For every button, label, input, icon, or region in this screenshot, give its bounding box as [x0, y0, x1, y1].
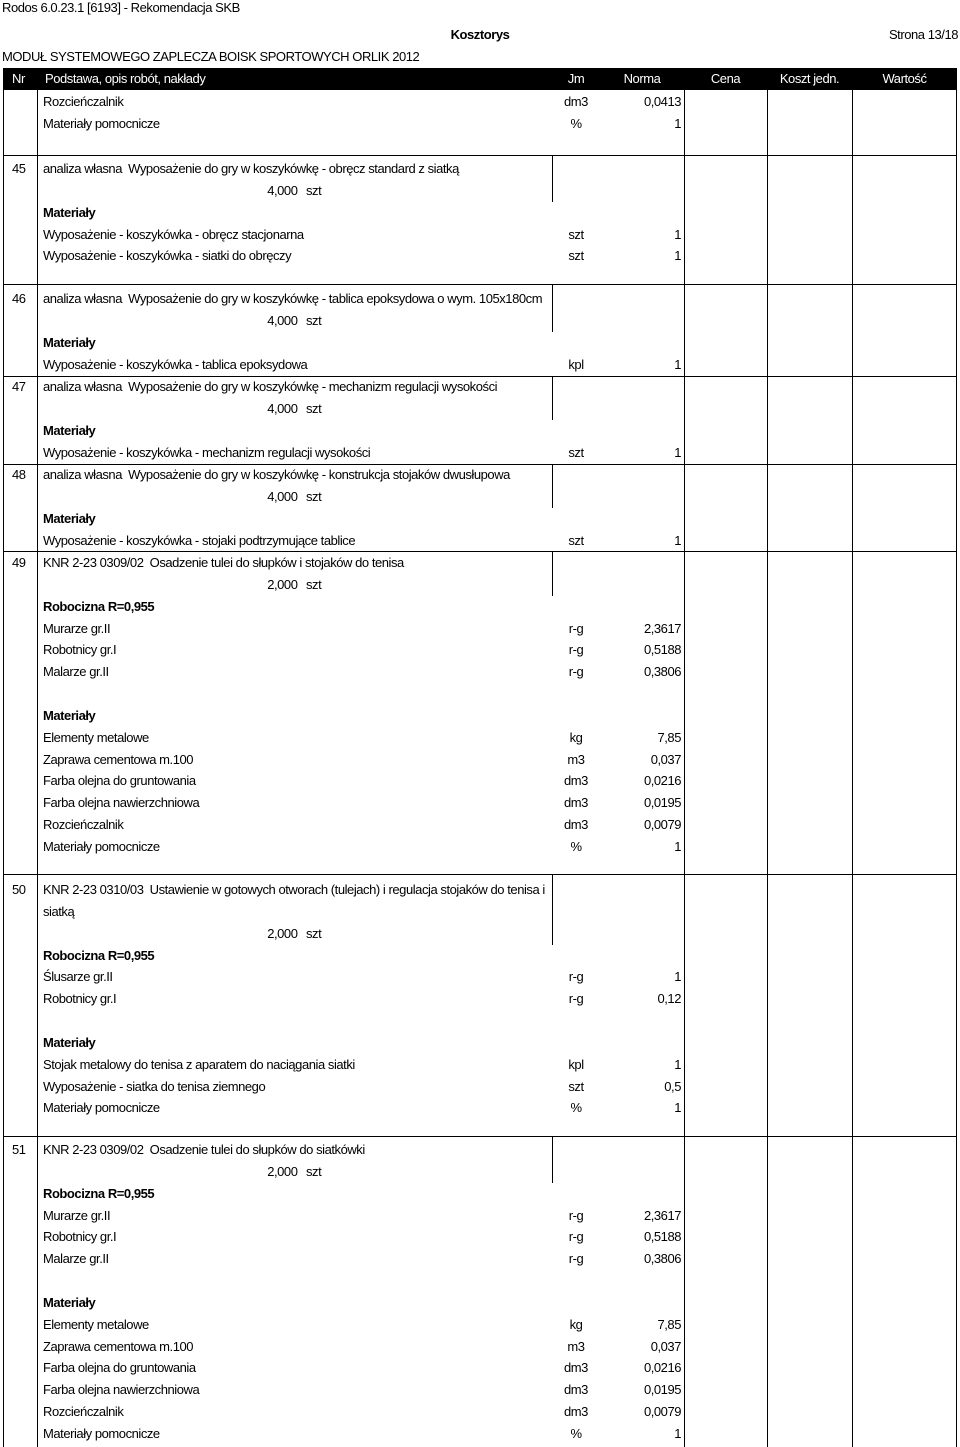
- resource-name: Farba olejna do gruntowania: [43, 1360, 196, 1376]
- resource-unit: dm3: [564, 773, 588, 789]
- resource-row: [0, 1379, 960, 1401]
- item-basis: analiza własna: [43, 161, 122, 176]
- item-description-row: [0, 1139, 960, 1161]
- resource-norm: 1: [674, 969, 681, 985]
- app-title: Rodos 6.0.23.1 [6193] - Rekomendacja SKB: [2, 0, 240, 15]
- item-description-row: [0, 376, 960, 398]
- resource-row: [0, 1054, 960, 1076]
- resource-unit: dm3: [564, 1360, 588, 1376]
- item-body: [0, 464, 960, 551]
- resource-norm: 1: [674, 356, 681, 372]
- resource-group-title: [0, 1183, 960, 1205]
- resource-norm: 1: [674, 1100, 681, 1116]
- resource-name: Wyposażenie - koszykówka - mechanizm regulacji wysokości: [43, 444, 371, 460]
- resource-group: [0, 705, 960, 858]
- resource-norm: 1: [674, 115, 681, 131]
- item-description: [43, 464, 550, 486]
- cost-item: [0, 464, 960, 551]
- resource-row: [0, 661, 960, 683]
- resource-unit: kpl: [568, 1056, 584, 1072]
- item-quantity-row: [0, 180, 960, 202]
- item-header: [0, 288, 960, 332]
- resource-group-title: [0, 945, 960, 967]
- resource-name: Elementy metalowe: [43, 1316, 149, 1332]
- item-quantity: 4,000: [267, 182, 298, 198]
- resource-norm: 0,5188: [643, 642, 681, 658]
- resource-unit: r-g: [568, 664, 584, 680]
- page-number: Strona 13/18: [888, 27, 958, 42]
- item-quantity: 2,000: [267, 576, 298, 592]
- item-quantity: 2,000: [267, 1163, 298, 1179]
- item-body: [0, 874, 960, 1119]
- continued-rows: [0, 90, 960, 135]
- column-header-description: Podstawa, opis robót, nakłady: [45, 71, 206, 86]
- resource-row: [0, 1357, 960, 1379]
- resource-group-title: [0, 705, 960, 727]
- resource-group: [0, 1183, 960, 1270]
- resource-name: Robotnicy gr.I: [43, 1229, 117, 1245]
- item-basis: KNR 2-23 0310/03: [43, 882, 144, 897]
- resource-row: [0, 1205, 960, 1227]
- resource-group: [0, 202, 960, 268]
- item-number: 48: [12, 467, 26, 482]
- resource-norm: 0,037: [650, 1338, 681, 1354]
- item-basis: analiza własna: [43, 467, 122, 482]
- cost-item: [0, 155, 960, 284]
- table-header: [3, 68, 957, 90]
- resource-name: Wyposażenie - koszykówka - stojaki podtrzymujące tablice: [43, 532, 356, 548]
- item-description-row: [0, 879, 960, 923]
- resource-name: Robotnicy gr.I: [43, 991, 117, 1007]
- resource-norm: 0,0079: [643, 817, 681, 833]
- resource-unit: r-g: [568, 1207, 584, 1223]
- resource-row: [0, 966, 960, 988]
- resource-group: [0, 1032, 960, 1119]
- item-quantity: 2,000: [267, 925, 298, 941]
- item-basis: KNR 2-23 0309/02: [43, 1142, 144, 1157]
- resource-row: [0, 1314, 960, 1336]
- item-quantity-row: [0, 574, 960, 596]
- resource-row: [0, 113, 960, 135]
- resource-group: [0, 332, 960, 376]
- resource-row: [0, 727, 960, 749]
- item-quantity-row: [0, 310, 960, 332]
- item-basis: analiza własna: [43, 291, 122, 306]
- resource-group-label: Materiały: [43, 204, 96, 220]
- cost-item: [0, 551, 960, 874]
- resource-group-title: [0, 332, 960, 354]
- item-header: [0, 552, 960, 596]
- item-description-text: Wyposażenie do gry w koszykówkę - mechanizm regulacji wysokości: [128, 379, 498, 394]
- resource-unit: r-g: [568, 1251, 584, 1267]
- resource-norm: 2,3617: [643, 620, 681, 636]
- resource-row: [0, 618, 960, 640]
- resource-name: Farba olejna nawierzchniowa: [43, 1382, 200, 1398]
- resource-unit: r-g: [568, 969, 584, 985]
- item-description-text: Osadzenie tulei do słupków i stojaków do tenisa: [149, 555, 404, 570]
- resource-group-title: [0, 202, 960, 224]
- item-number: 49: [12, 555, 26, 570]
- resource-unit: szt: [568, 1078, 584, 1094]
- item-body: [0, 551, 960, 858]
- resource-norm: 0,3806: [643, 664, 681, 680]
- resource-unit: kg: [569, 729, 583, 745]
- resource-row: [0, 1097, 960, 1119]
- resource-norm: 7,85: [657, 729, 681, 745]
- item-description-text: Wyposażenie do gry w koszykówkę - obręcz standard z siatką: [128, 161, 459, 176]
- item-quantity-unit: szt: [306, 182, 322, 198]
- item-description-text: Ustawienie w gotowych otworach (tulejach) i regulacja stojaków do tenisa i siatką: [43, 882, 545, 919]
- resource-group: [0, 508, 960, 552]
- resource-row: [0, 245, 960, 267]
- resource-name: Wyposażenie - koszykówka - tablica epoksydowa: [43, 356, 308, 372]
- resource-row: [0, 749, 960, 771]
- resource-row: [0, 1226, 960, 1248]
- item-quantity-unit: szt: [306, 312, 322, 328]
- resource-row: [0, 91, 960, 113]
- resource-unit: kg: [569, 1316, 583, 1332]
- resource-name: Malarze gr.II: [43, 1251, 109, 1267]
- resource-name: Materiały pomocnicze: [43, 115, 160, 131]
- resource-row: [0, 1423, 960, 1445]
- cost-item: [0, 376, 960, 464]
- resource-row: [0, 770, 960, 792]
- item-body: [0, 284, 960, 375]
- item-description-row: [0, 552, 960, 574]
- item-description-row: [0, 464, 960, 486]
- resource-name: Zaprawa cementowa m.100: [43, 1338, 194, 1354]
- resource-group-label: Materiały: [43, 707, 96, 723]
- resource-group-title: [0, 596, 960, 618]
- resource-norm: 0,0079: [643, 1404, 681, 1420]
- resource-unit: r-g: [568, 642, 584, 658]
- item-description-text: Wyposażenie do gry w koszykówkę - konstrukcja stojaków dwusłupowa: [128, 467, 510, 482]
- resource-norm: 1: [674, 532, 681, 548]
- resource-norm: 0,0413: [643, 94, 681, 109]
- resource-name: Wyposażenie - koszykówka - obręcz stacjonarna: [43, 226, 304, 242]
- resource-unit: %: [570, 115, 582, 131]
- resource-row: [0, 224, 960, 246]
- document-title: Kosztorys: [450, 27, 510, 42]
- resource-row: [0, 814, 960, 836]
- item-quantity-unit: szt: [306, 1163, 322, 1179]
- resource-unit: r-g: [568, 620, 584, 636]
- item-description: [43, 376, 550, 398]
- resource-unit: szt: [568, 532, 584, 548]
- resource-group: [0, 1292, 960, 1445]
- resource-row: [0, 1248, 960, 1270]
- resource-norm: 1: [674, 444, 681, 460]
- item-description-text: Osadzenie tulei do słupków do siatkówki: [149, 1142, 365, 1157]
- resource-group-title: [0, 1032, 960, 1054]
- cost-item: [0, 1136, 960, 1447]
- resource-name: Zaprawa cementowa m.100: [43, 751, 194, 767]
- item-number: 46: [12, 291, 26, 306]
- resource-norm: 0,5188: [643, 1229, 681, 1245]
- item-basis: KNR 2-23 0309/02: [43, 555, 144, 570]
- resource-name: Stojak metalowy do tenisa z aparatem do naciągania siatki: [43, 1056, 355, 1072]
- resource-name: Murarze gr.II: [43, 1207, 111, 1223]
- resource-name: Robotnicy gr.I: [43, 642, 117, 658]
- resource-group-title: [0, 1292, 960, 1314]
- project-name: MODUŁ SYSTEMOWEGO ZAPLECZA BOISK SPORTOWYCH ORLIK 2012: [2, 49, 420, 64]
- resource-name: Wyposażenie - siatka do tenisa ziemnego: [43, 1078, 266, 1094]
- item-header: [0, 879, 960, 945]
- resource-row: [0, 988, 960, 1010]
- resource-unit: dm3: [564, 94, 588, 109]
- item-quantity: 4,000: [267, 400, 298, 416]
- item-body: [0, 155, 960, 267]
- resource-unit: dm3: [564, 817, 588, 833]
- resource-group: [0, 420, 960, 464]
- resource-unit: szt: [568, 444, 584, 460]
- resource-unit: m3: [567, 751, 585, 767]
- resource-row: [0, 354, 960, 376]
- item-header: [0, 158, 960, 202]
- resource-name: Rozcieńczalnik: [43, 1404, 124, 1420]
- resource-row: [0, 530, 960, 552]
- resource-norm: 7,85: [657, 1316, 681, 1332]
- resource-name: Murarze gr.II: [43, 620, 111, 636]
- resource-unit: %: [570, 1425, 582, 1441]
- resource-norm: 2,3617: [643, 1207, 681, 1223]
- resource-norm: 1: [674, 1056, 681, 1072]
- item-description: [43, 158, 550, 180]
- resource-unit: szt: [568, 248, 584, 264]
- resource-unit: r-g: [568, 1229, 584, 1245]
- resource-row: [0, 792, 960, 814]
- resource-group-label: Materiały: [43, 510, 96, 526]
- resource-name: Elementy metalowe: [43, 729, 149, 745]
- cost-item: [0, 284, 960, 376]
- item-quantity-row: [0, 1161, 960, 1183]
- resource-row: [0, 442, 960, 464]
- resource-name: Malarze gr.II: [43, 664, 109, 680]
- resource-norm: 0,0216: [643, 1360, 681, 1376]
- resource-unit: szt: [568, 226, 584, 242]
- resource-group-title: [0, 508, 960, 530]
- item-quantity-row: [0, 923, 960, 945]
- item-description: [43, 1139, 550, 1161]
- resource-norm: 1: [674, 838, 681, 854]
- resource-name: Materiały pomocnicze: [43, 838, 160, 854]
- item-quantity: 4,000: [267, 312, 298, 328]
- item-description-row: [0, 288, 960, 310]
- resource-name: Materiały pomocnicze: [43, 1425, 160, 1441]
- resource-row: [0, 836, 960, 858]
- item-quantity-unit: szt: [306, 400, 322, 416]
- item-number: 50: [12, 882, 26, 897]
- item-description: [43, 879, 550, 923]
- resource-unit: dm3: [564, 1404, 588, 1420]
- resource-group-label: Materiały: [43, 334, 96, 350]
- resource-name: Materiały pomocnicze: [43, 1100, 160, 1116]
- resource-unit: r-g: [568, 991, 584, 1007]
- resource-group: [0, 945, 960, 1011]
- column-header-unit: Jm: [567, 71, 585, 86]
- resource-group-label: Robocizna R=0,955: [43, 947, 155, 963]
- item-number: 51: [12, 1142, 26, 1157]
- item-description-row: [0, 158, 960, 180]
- resource-row: [0, 1076, 960, 1098]
- item-quantity-row: [0, 398, 960, 420]
- resource-group-label: Materiały: [43, 422, 96, 438]
- item-quantity: 4,000: [267, 488, 298, 504]
- resource-norm: 0,5: [664, 1078, 681, 1094]
- item-header: [0, 1139, 960, 1183]
- resource-norm: 0,0195: [643, 795, 681, 811]
- resource-norm: 0,037: [650, 751, 681, 767]
- resource-group: [0, 596, 960, 683]
- resource-group-label: Robocizna R=0,955: [43, 1185, 155, 1201]
- resource-unit: %: [570, 1100, 582, 1116]
- column-header-value: Wartość: [882, 71, 927, 86]
- resource-unit: kpl: [568, 356, 584, 372]
- item-number: 45: [12, 161, 26, 176]
- resource-group-label: Materiały: [43, 1034, 96, 1050]
- resource-name: Farba olejna nawierzchniowa: [43, 795, 200, 811]
- continued-block: [0, 90, 960, 155]
- column-header-price: Cena: [710, 71, 741, 86]
- resource-unit: m3: [567, 1338, 585, 1354]
- resource-norm: 0,0216: [643, 773, 681, 789]
- resource-unit: dm3: [564, 1382, 588, 1398]
- item-basis: analiza własna: [43, 379, 122, 394]
- resource-group-title: [0, 420, 960, 442]
- item-description: [43, 552, 550, 574]
- column-header-unit-cost: Koszt jedn.: [779, 71, 840, 86]
- resource-unit: dm3: [564, 795, 588, 811]
- resource-norm: 0,3806: [643, 1251, 681, 1267]
- resource-row: [0, 639, 960, 661]
- resource-name: Rozcieńczalnik: [43, 817, 124, 833]
- resource-row: [0, 1336, 960, 1358]
- item-body: [0, 376, 960, 463]
- item-body: [0, 1136, 960, 1445]
- resource-group-label: Robocizna R=0,955: [43, 598, 155, 614]
- cost-item: [0, 874, 960, 1136]
- column-header-nr: Nr: [12, 71, 25, 86]
- resource-name: Wyposażenie - koszykówka - siatki do obręczy: [43, 248, 292, 264]
- resource-name: Farba olejna do gruntowania: [43, 773, 196, 789]
- item-header: [0, 464, 960, 508]
- item-header: [0, 376, 960, 420]
- resource-norm: 1: [674, 1425, 681, 1441]
- item-quantity-row: [0, 486, 960, 508]
- item-number: 47: [12, 379, 26, 394]
- resource-unit: %: [570, 838, 582, 854]
- resource-norm: 1: [674, 226, 681, 242]
- resource-norm: 1: [674, 248, 681, 264]
- item-description: [43, 288, 550, 310]
- resource-row: [0, 1401, 960, 1423]
- item-quantity-unit: szt: [306, 488, 322, 504]
- resource-norm: 0,0195: [643, 1382, 681, 1398]
- item-description-text: Wyposażenie do gry w koszykówkę - tablica epoksydowa o wym. 105x180cm: [128, 291, 543, 306]
- column-header-norm: Norma: [623, 71, 661, 86]
- item-quantity-unit: szt: [306, 576, 322, 592]
- resource-name: Rozcieńczalnik: [43, 94, 124, 109]
- resource-name: Ślusarze gr.II: [43, 969, 113, 985]
- resource-group-label: Materiały: [43, 1294, 96, 1310]
- item-quantity-unit: szt: [306, 925, 322, 941]
- resource-norm: 0,12: [657, 991, 681, 1007]
